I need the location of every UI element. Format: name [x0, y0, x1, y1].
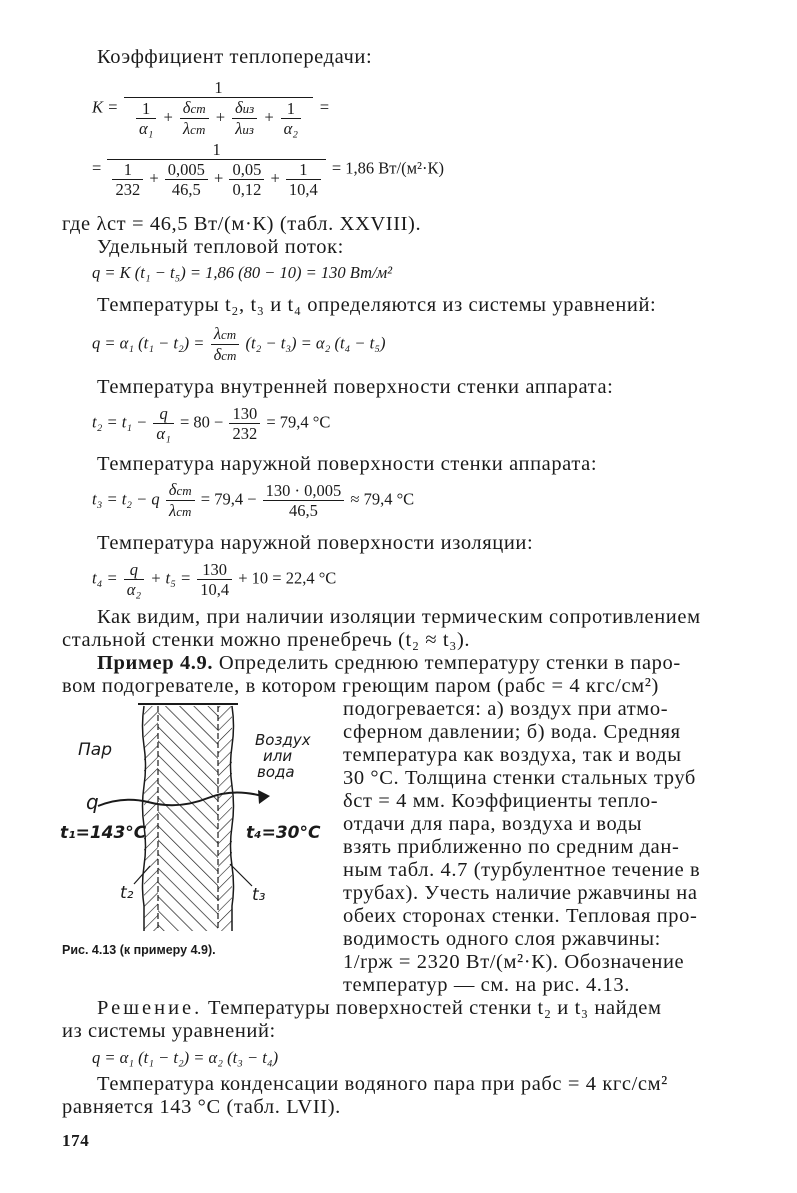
example-col-4: 30 °С. Толщина стенки стальных труб — [343, 767, 696, 789]
formula-k-general: K = 1 $\frac{1}{\text{α₁}}$ + $\frac{\text{δст}}{\text{λст}}$ + $\frac{\text{δиз}}{\text{λиз}}$ + $\frac{1}{\text{α₂}}$ = — [92, 78, 330, 138]
formula-t2: t₂ = t₁ − $\frac{q}{\text{α₁}}$ = 80 − $\frac{130}{232}$ = 79,4 °С — [92, 404, 331, 443]
solution-line-1: Решение. Температуры поверхностей стенки t₂ и t₃ найдем — [97, 997, 662, 1019]
label-t4: t₄=30°C — [246, 823, 321, 843]
rust-layer-right — [218, 706, 232, 931]
label-air: Воздух — [255, 731, 311, 749]
example-line-1: Пример 4.9. Определить среднюю температуру стенки в паро- — [97, 652, 681, 674]
formula-q: q = K (t₁ − t₅) = 1,86 (80 − 10) = 130 Вт/м² — [92, 263, 393, 282]
outer-surface-heading: Температура наружной поверхности стенки аппарата: — [97, 453, 598, 475]
example-line-2: вом подогревателе, в котором греющим паром (pабс = 4 кгс/см²) — [62, 675, 659, 697]
condensation-line-2: равняется 143 °С (табл. LVII). — [62, 1096, 341, 1118]
formula-system-1: q = α₁ (t₁ − t₂) = $\frac{\text{λст}}{\text{δст}}$ (t₂ − t₃) = α₂ (t₄ − t₅) — [92, 324, 386, 364]
page-number: 174 — [62, 1131, 90, 1150]
formula-t4: t₄ = $\frac{q}{\text{α₂}}$ + t₅ = $\frac{130}{10,4}$ + 10 = 22,4 °С — [92, 560, 337, 599]
inner-surface-heading: Температура внутренней поверхности стенки аппарата: — [97, 376, 614, 398]
example-col-11: водимость одного слоя ржавчины: — [343, 928, 661, 950]
example-col-6: отдачи для пара, воздуха и воды — [343, 813, 643, 835]
example-col-1: подогревается: а) воздух при атмо- — [343, 698, 669, 720]
example-col-5: δст = 4 мм. Коэффициенты тепло- — [343, 790, 659, 812]
solution-word: Решение. — [97, 997, 203, 1019]
label-t1: t₁=143°C — [60, 823, 147, 843]
label-water: вода — [257, 763, 295, 781]
label-or: или — [263, 747, 293, 765]
steel-wall — [158, 706, 218, 931]
heat-transfer-coef-heading: Коэффициент теплопередачи: — [97, 46, 373, 68]
formula-k-numeric: = 1 $\frac{1}{232}$ + $\frac{0,005}{46,5}$ + $\frac{0,05}{0,12}$ + $\frac{1}{10,4}$ = 1,86 Вт/(м²·К) — [92, 140, 444, 199]
formula-t3: t₃ = t₂ − q $\frac{\text{δст}}{\text{λст}}$ = 79,4 − $\frac{130 \cdot 0,005}{46,5}$ ≈ 79,4 °С — [92, 480, 415, 520]
insulation-surface-heading: Температура наружной поверхности изоляции: — [97, 532, 534, 554]
example-col-12: 1/rрж = 2320 Вт/(м²·К). Обозначение — [343, 951, 685, 973]
example-col-3: температура как воздуха, так и воды — [343, 744, 682, 766]
conclusion-line-2: стальной стенки можно пренебречь (t₂ ≈ t₃). — [62, 629, 471, 651]
condensation-line-1: Температура конденсации водяного пара при pабс = 4 кгс/см² — [97, 1073, 668, 1095]
label-t2: t₂ — [120, 883, 134, 903]
specific-flux-heading: Удельный тепловой поток: — [97, 236, 344, 258]
label-q: q — [86, 790, 99, 814]
lambda-steel-note: где λст = 46,5 Вт/(м·К) (табл. XXVIII). — [62, 213, 422, 235]
example-col-7: взять приближенно по средним дан- — [343, 836, 680, 858]
example-col-8: ным табл. 4.7 (турбулентное течение в — [343, 859, 701, 881]
label-t3: t₃ — [252, 885, 266, 905]
example-col-13: температур — см. на рис. 4.13. — [343, 974, 630, 996]
label-steam: Пар — [78, 740, 112, 760]
conclusion-line-1: Как видим, при наличии изоляции термическим сопротивлением — [97, 606, 701, 628]
example-title: Пример 4.9. — [97, 652, 214, 674]
rust-layer-left — [144, 706, 158, 931]
formula-system-2: q = α₁ (t₁ − t₂) = α₂ (t₃ − t₄) — [92, 1048, 279, 1067]
figure-caption: Рис. 4.13 (к примеру 4.9). — [62, 943, 216, 957]
solution-line-2: из системы уравнений: — [62, 1020, 276, 1042]
example-col-2: сферном давлении; б) вода. Средняя — [343, 721, 681, 743]
example-col-9: трубах). Учесть наличие ржавчины на — [343, 882, 698, 904]
temps-system-heading: Температуры t₂, t₃ и t₄ определяются из системы уравнений: — [97, 294, 657, 316]
example-col-10: обеих сторонах стенки. Тепловая про- — [343, 905, 698, 927]
